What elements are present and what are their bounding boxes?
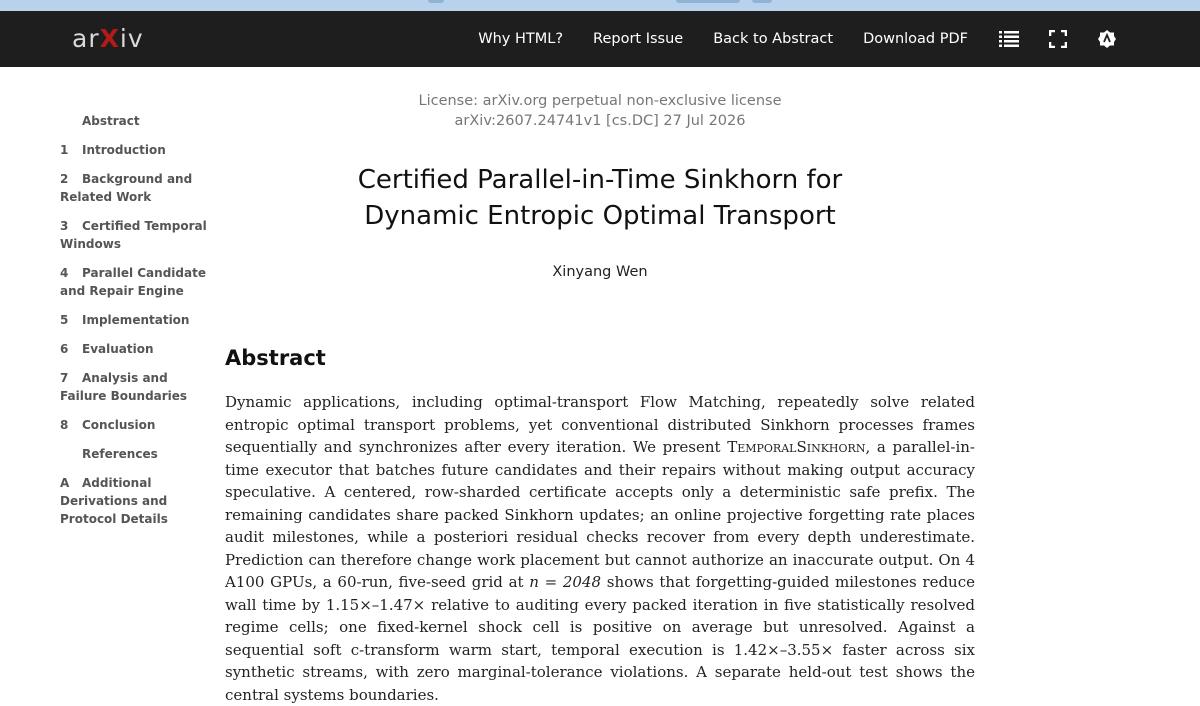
toc-item-evaluation[interactable]: 6 Evaluation: [60, 342, 154, 356]
toc-item-certified-temporal-windows[interactable]: 3 Certified Temporal Windows: [60, 219, 207, 251]
abstract-heading: Abstract: [225, 346, 326, 370]
settings-icon[interactable]: [1096, 28, 1118, 50]
browser-tab-indicator: [428, 0, 444, 3]
toc-item-references[interactable]: References: [82, 447, 158, 461]
navbar: [0, 11, 1200, 67]
browser-tab-indicator: [752, 0, 772, 3]
download-pdf-link[interactable]: Download PDF: [863, 31, 968, 47]
abstract-text: Dynamic applications, including optimal-transport Flow Matching, repeatedly solve related entropic optimal transport problems, yet conventional distributed Sinkhorn processes frames sequentially and synchronizes after every iteration. We present TemporalSinkhorn, a parallel-in-time executor that batches future candidates and their repairs without making output accuracy speculative. A centered, row-sharded certificate accepts only a deterministic safe prefix. The remaining candidates share packed Sinkhorn updates; an online projective forgetting rate places audit milestones, while a posteriori residual checks recover from every depth underestimate. Prediction can therefore change work placement but cannot authorize an inaccurate output. On 4 A100 GPUs, a 60-run, five-seed grid at n = 2048 shows that forgetting-guided milestones reduce wall time by 1.15×–1.47× relative to auditing every packed iteration in five statistically resolved regime cells; one fixed-kernel shock cell is positive on average but unresolved. Against a sequential soft c-transform warm start, temporal execution is 1.42×–3.55× faster across six synthetic streams, with zero marginal-tolerance violations. A separate held-out test shows the central systems boundaries.: [225, 393, 975, 704]
arxiv-identifier: arXiv:2607.24741v1 [cs.DC] 27 Jul 2026: [454, 113, 746, 129]
report-issue-link[interactable]: Report Issue: [593, 31, 684, 47]
author-name: Xinyang Wen: [552, 264, 648, 280]
toc-item-conclusion[interactable]: 8 Conclusion: [60, 418, 156, 432]
list-icon[interactable]: [998, 28, 1020, 50]
system-name: TemporalSinkhorn: [727, 438, 866, 456]
browser-tab-indicator: [676, 0, 740, 3]
nav-links: [478, 11, 1200, 67]
toc-item-parallel-candidate[interactable]: 4 Parallel Candidate and Repair Engine: [60, 266, 206, 298]
paper-meta: [300, 91, 900, 131]
why-html-link[interactable]: Why HTML?: [478, 31, 564, 47]
math-n: n = 2048: [529, 573, 602, 591]
toc-item-abstract[interactable]: Abstract: [82, 114, 140, 128]
table-of-contents: [60, 112, 210, 539]
toc-item-appendix-a[interactable]: A Additional Derivations and Protocol Details: [60, 476, 168, 526]
fullscreen-icon[interactable]: [1047, 28, 1069, 50]
paper-title: Certified Parallel-in-Time Sinkhorn for Dynamic Entropic Optimal Transport: [357, 165, 843, 231]
toc-item-implementation[interactable]: 5 Implementation: [60, 313, 190, 327]
browser-top-strip: [0, 0, 1200, 11]
toc-item-background[interactable]: 2 Background and Related Work: [60, 172, 193, 204]
license-text: License: arXiv.org perpetual non-exclusive license: [418, 93, 782, 109]
back-to-abstract-link[interactable]: Back to Abstract: [713, 31, 834, 47]
arxiv-logo[interactable]: arXiv: [72, 24, 144, 53]
toc-item-introduction[interactable]: 1 Introduction: [60, 143, 166, 157]
toc-item-analysis[interactable]: 7 Analysis and Failure Boundaries: [60, 371, 188, 403]
